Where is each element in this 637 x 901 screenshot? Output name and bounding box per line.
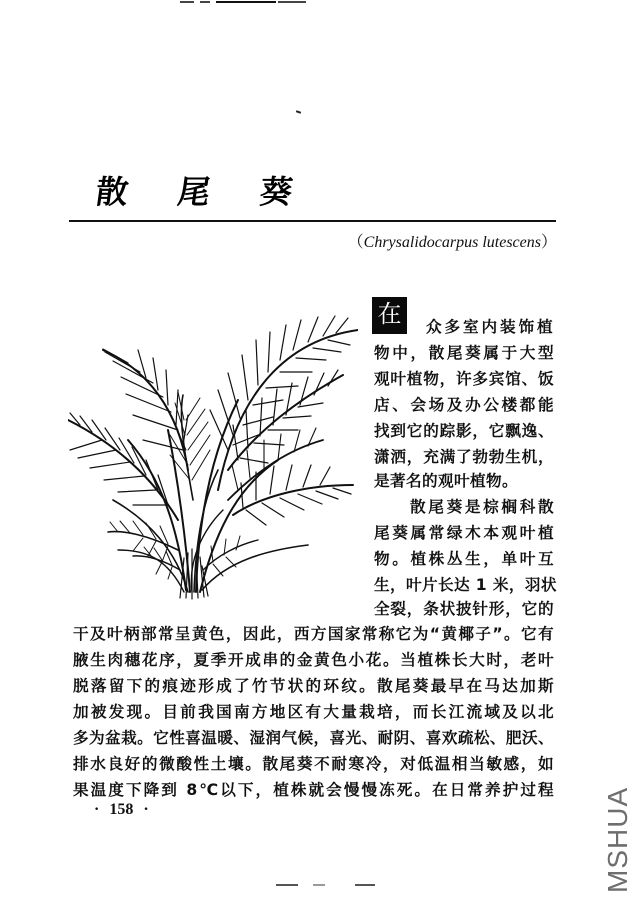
text-line-full-7: 果温度下降到 8℃以下，植株就会慢慢冻死。在日常养护过程 bbox=[73, 781, 554, 799]
title-divider bbox=[69, 220, 556, 222]
text-line-full-2: 腋生肉穗花序，夏季开成串的金黄色小花。当植株长大时，老叶 bbox=[73, 651, 554, 669]
text-line-wrap-10: 物。植株丛生，单叶互 bbox=[374, 550, 554, 568]
scan-artifact-bottom-2 bbox=[313, 884, 325, 886]
scan-artifact-bottom-3 bbox=[355, 884, 375, 886]
text-line-full-5: 多为盆栽。它性喜温暖、湿润气候，喜光、耐阴、喜欢疏松、肥沃、 bbox=[73, 729, 554, 747]
dropcap: 在 bbox=[372, 297, 407, 334]
text-line-wrap-1: 众多室内装饰植 bbox=[426, 318, 553, 336]
text-line-wrap-3: 观叶植物，许多宾馆、饭 bbox=[374, 370, 554, 388]
scan-artifact-bottom-1 bbox=[276, 884, 298, 886]
text-line-wrap-6: 潇洒，充满了勃勃生机， bbox=[374, 448, 554, 466]
text-line-wrap-7: 是著名的观叶植物。 bbox=[374, 472, 518, 490]
latin-name: Chrysalidocarpus lutescens bbox=[363, 234, 541, 251]
text-line-full-4: 加被发现。目前我国南方地区有大量栽培，而长江流域及以北 bbox=[73, 703, 554, 721]
text-line-full-6: 排水良好的微酸性土壤。散尾葵不耐寒冷，对低温相当敏感，如 bbox=[73, 755, 554, 773]
text-line-full-3: 脱落留下的痕迹形成了竹节状的环纹。散尾葵最早在马达加斯 bbox=[73, 677, 554, 695]
page-title bbox=[93, 170, 342, 214]
latin-subtitle bbox=[348, 232, 557, 254]
text-line-wrap-8: 散尾葵是棕榈科散 bbox=[410, 498, 554, 516]
page-number: · 158 · bbox=[94, 801, 149, 818]
watermark: MSHUA bbox=[602, 786, 633, 893]
title-char-1: 散 bbox=[93, 173, 131, 211]
title-char-3: 葵 bbox=[257, 173, 295, 211]
text-line-wrap-9: 尾葵属常绿木本观叶植 bbox=[374, 524, 554, 542]
text-line-wrap-5: 找到它的踪影，它飘逸、 bbox=[374, 422, 554, 440]
subtitle-close-paren: ） bbox=[540, 234, 557, 251]
scan-mark bbox=[296, 110, 301, 114]
title-char-2: 尾 bbox=[175, 173, 213, 211]
scan-artifact-top bbox=[180, 0, 308, 4]
text-line-full-1: 干及叶柄部常呈黄色，因此，西方国家常称它为“黄椰子”。它有 bbox=[73, 625, 554, 643]
subtitle-open-paren: （ bbox=[347, 234, 364, 251]
text-line-wrap-2: 物中，散尾葵属于大型 bbox=[374, 344, 554, 362]
text-line-wrap-4: 店、会场及办公楼都能 bbox=[374, 396, 554, 414]
text-line-wrap-11: 生，叶片长达 1 米，羽状 bbox=[374, 576, 557, 594]
text-line-wrap-12: 全裂，条状披针形，它的 bbox=[374, 600, 554, 618]
palm-plant-illustration bbox=[68, 300, 358, 600]
